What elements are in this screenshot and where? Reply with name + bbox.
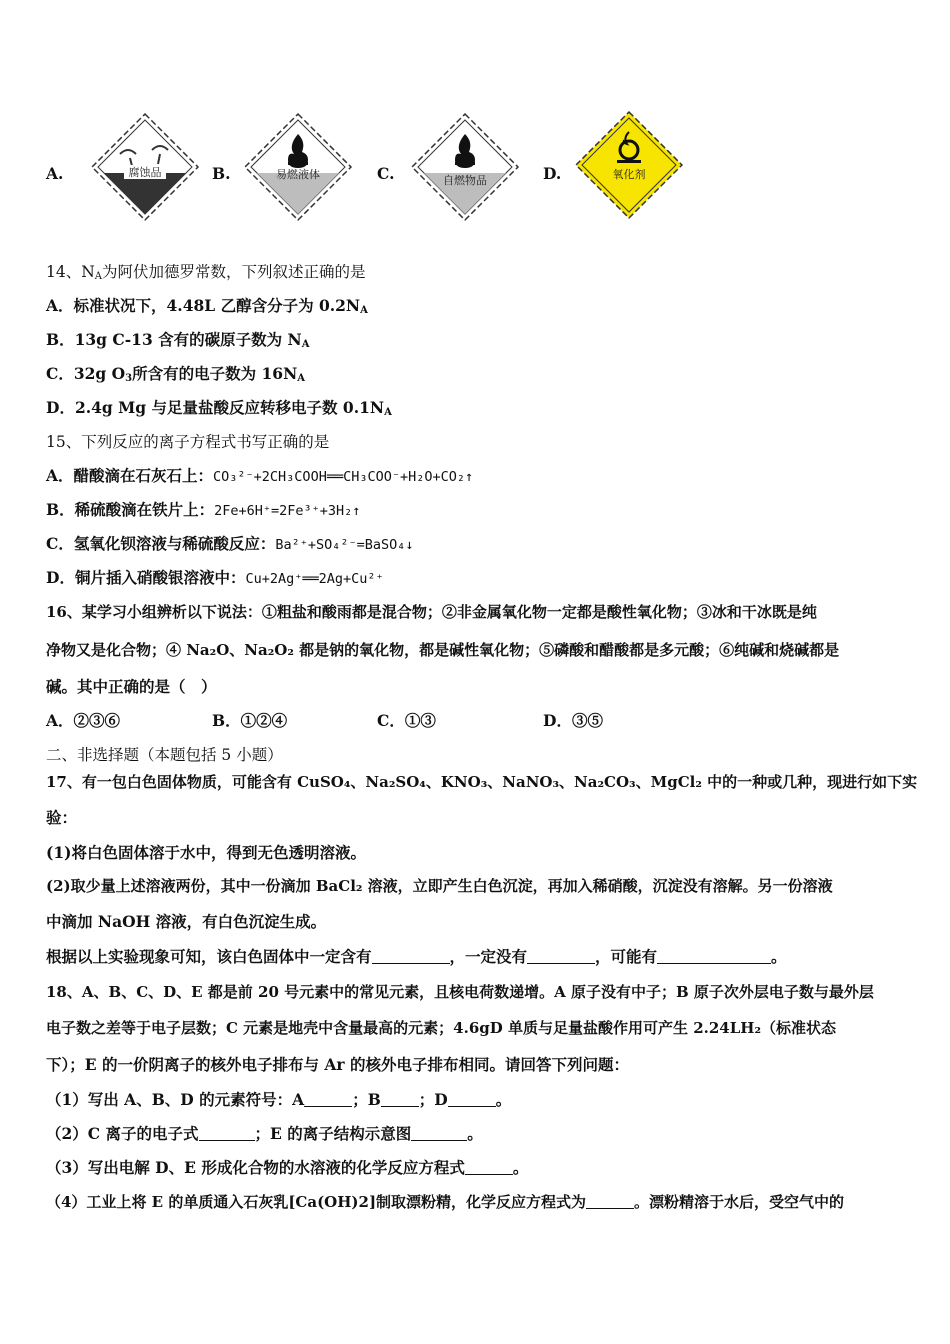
q14-option-d: D．2.4g Mg 与足量盐酸反应转移电子数 $0.1N_A$ [46,398,392,418]
q18-part2: （2）C 离子的电子式 ；E 的离子结构示意图 。 [46,1124,483,1143]
q16-line3: 碱。其中正确的是（ ） [46,677,217,696]
q15-option-d: D．铜片插入硝酸银溶液中：Cu+2Ag⁺══2Ag+Cu²⁺ [46,568,384,587]
section-heading: 二、非选择题（本题包括 5 小题） [46,746,283,764]
q18-line1: 18、A、B、C、D、E 都是前 20 号元素中的常见元素，且核电荷数递增。A 原子没有中子；B 原子次外层电子数与最外层 [46,983,874,1001]
q14-option-a: A．标准状况下，4.48L 乙醇含分子为 $0.2N_A$ [46,296,368,316]
oxidizer-sign [574,110,684,220]
q18-line2: 电子数之差等于电子层数；C 元素是地壳中含量最高的元素；4.6gD 单质与足量盐酸作用可产生 2.24LH₂（标准状态 [46,1019,837,1037]
q16-option-c: C．①③ [377,711,436,730]
option-a-letter: A. [46,164,64,183]
sign-b-label: 易燃液体 [276,168,320,181]
option-c-letter: C. [377,164,395,183]
q18-part3: （3）写出电解 D、E 形成化合物的水溶液的化学反应方程式 。 [46,1158,529,1177]
answer-blank[interactable] [586,1194,634,1209]
q16-option-d: D．③⑤ [543,711,603,730]
spontaneous-combustion-sign [410,112,520,222]
q16-option-b: B．①②④ [212,711,288,730]
answer-blank[interactable] [411,1126,467,1141]
q14-option-b: B．13g C-13 含有的碳原子数为 $N_A$ [46,330,310,350]
q14-stem: 14、$N_A$为阿伏加德罗常数，下列叙述正确的是 [46,263,366,282]
answer-blank[interactable] [448,1092,496,1107]
q16-line2: 净物又是化合物；④ Na₂O、Na₂O₂ 都是钠的氧化物，都是碱性氧化物；⑤磷酸和醋酸都是多元酸；⑥纯碱和烧碱都是 [46,641,840,659]
q16-line1: 16、某学习小组辨析以下说法：①粗盐和酸雨都是混合物；②非金属氧化物一定都是酸性氧化物；③冰和干冰既是纯 [46,603,817,621]
q18-part1: （1）写出 A、B、D 的元素符号：A ；B ；D 。 [46,1090,512,1109]
q17-line3: (1)将白色固体溶于水中，得到无色透明溶液。 [46,843,366,862]
q16-option-a: A．②③⑥ [46,711,121,730]
q17-line4: (2)取少量上述溶液两份，其中一份滴加 BaCl₂ 溶液，立即产生白色沉淀，再加入稀硝酸，沉淀没有溶解。另一份溶液 [46,877,833,895]
answer-blank[interactable] [657,949,771,964]
q17-line6: 根据以上实验现象可知，该白色固体中一定含有 ，一定没有 ，可能有 。 [46,947,787,966]
sign-a-label: 腐蚀品 [128,166,162,179]
q15-stem: 15、下列反应的离子方程式书写正确的是 [46,433,330,451]
q14-option-c: C．32g $O_3$所含有的电子数为 $16N_A$ [46,364,306,384]
corrosive-sign [90,112,200,222]
answer-blank[interactable] [465,1160,513,1175]
answer-blank[interactable] [304,1092,352,1107]
q18-line3: 下）；E 的一价阴离子的核外电子排布与 Ar 的核外电子排布相同。请回答下列问题： [46,1055,629,1074]
answer-blank[interactable] [372,949,450,964]
option-d-letter: D. [543,164,562,183]
q17-line2: 验： [46,808,78,827]
q15-option-c: C．氢氧化钡溶液与稀硫酸反应：Ba²⁺+SO₄²⁻=BaSO₄↓ [46,534,414,553]
q15-option-a: A．醋酸滴在石灰石上：CO₃²⁻+2CH₃COOH══CH₃COO⁻+H₂O+CO₂↑ [46,466,474,485]
q17-line1: 17、有一包白色固体物质，可能含有 CuSO₄、Na₂SO₄、KNO₃、NaNO₃、Na₂CO₃、MgCl₂ 中的一种或几种，现进行如下实 [46,773,918,791]
q18-part4: （4）工业上将 E 的单质通入石灰乳[Ca(OH)2]制取漂粉精，化学反应方程式为 。漂粉精溶于水后，受空气中的 [46,1193,845,1211]
answer-blank[interactable] [527,949,595,964]
answer-blank[interactable] [199,1126,255,1141]
answer-blank[interactable] [381,1092,419,1107]
option-b-letter: B. [212,164,231,183]
q15-option-b: B．稀硫酸滴在铁片上：2Fe+6H⁺=2Fe³⁺+3H₂↑ [46,500,361,519]
sign-d-label: 氧化剂 [612,168,646,181]
q17-line5: 中滴加 NaOH 溶液，有白色沉淀生成。 [46,912,327,931]
flammable-liquid-sign [243,112,353,222]
sign-c-label: 自燃物品 [443,174,487,187]
